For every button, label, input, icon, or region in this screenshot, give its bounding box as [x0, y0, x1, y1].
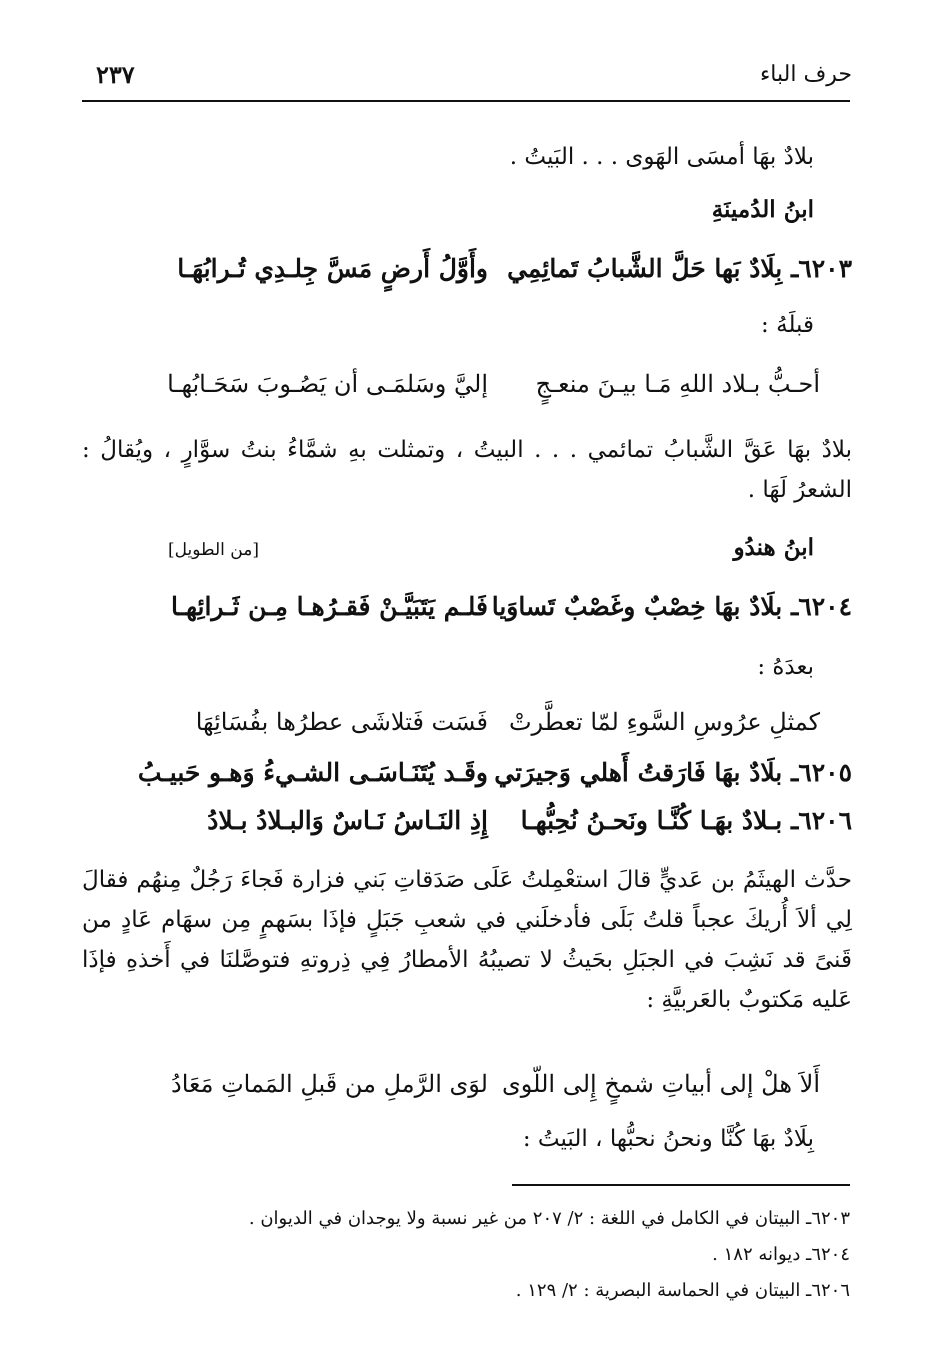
- poet-heading: ابنُ الدُمينَةِ: [711, 196, 814, 223]
- verse-hemistich-first: ٦٢٠٥ـ بلَادٌ بهَا فَارَقتُ أَهلي وَجيرَتي: [494, 758, 852, 787]
- header-rule: [82, 100, 850, 102]
- verse-number: ٦٢٠٦ـ: [790, 806, 852, 835]
- verse-hemistich-second: فَلـم يَتَبَيَّـنْ فَقـرُهـا مِـن ثَـرائِهـا: [171, 592, 488, 621]
- footnote-rule: [512, 1184, 850, 1186]
- quote-line: بلادٌ بهَا أمسَى الهَوى . . . البَيتُ .: [509, 144, 814, 170]
- verse-hemistich-second: إِذِ النَـاسُ نَـاسٌ وَالبـلادُ بـلادُ: [207, 806, 488, 835]
- verse-hemistich-first: أحـبُّ بـلاد اللهِ مَـا بيـنَ منعـجٍ: [535, 370, 820, 398]
- verse-hemistich-second: وقَـد يُتَنَـاسَـى الشـيءُ وَهـو حَبيـبُ: [137, 758, 488, 787]
- page-number: ٢٣٧: [96, 60, 135, 89]
- paragraph: بلادٌ بهَا عَقَّ الشَّبابُ تمائمي . . . البيتُ ، وتمثلت بهِ شمَّاءُ بنتُ سوَّارٍ ، ويُقالُ : الشعرُ لَهَا .: [82, 437, 852, 503]
- verse-hemistich-first: أَلاَ هلْ إلى أبياتِ شمخٍ إِلى اللّوى: [501, 1070, 820, 1098]
- footnote: ٦٢٠٣ـ البيتان في الكامل في اللغة : ٢/ ٢٠٧ من غير نسبة ولا يوجدان في الديوان .: [248, 1208, 850, 1229]
- poet-heading: ابنُ هندُو: [733, 534, 814, 561]
- verse-hemistich-second: إليَّ وسَلمَـى أن يَصُـوبَ سَحَـابُهـا: [167, 370, 488, 398]
- verse-hemistich-second: وأَوَّلُ أَرضٍ مَسَّ جِلـدِي تُـرابُهَـا: [177, 254, 488, 283]
- running-title: حرف الباء: [759, 62, 852, 87]
- footnote: ٦٢٠٤ـ ديوانه ١٨٢ .: [712, 1244, 850, 1265]
- meter-label: [من الطويل]: [168, 540, 259, 560]
- verse-hemistich-first: ٦٢٠٣ـ بِلَادٌ بَها حَلَّ الشَّبابُ تَمائِمِي: [507, 254, 852, 283]
- closing-line: بِلَادٌ بهَا كُنَّا ونحنُ نحبُّها ، البَيتُ :: [522, 1126, 814, 1152]
- verse-hemistich-second: لوَى الرَّملِ من قَبلِ المَماتِ مَعَادُ: [171, 1070, 488, 1098]
- paragraph: حدَّث الهيثَمُ بن عَديٍّ قالَ استعْمِلتُ عَلَى صَدَقاتِ بَني فزارة فَجاءَ رَجُلٌ مِنهُم فقالَ لِي ألاَ أُريكَ عجباً قلتُ بَلَى فأدخلَني في شعبِ جَبَلٍ فإذَا بسَهمٍ مِن سهَام عَادٍ من قَنىً قد نَشِبَ في الجبَلِ بحَيثُ لا تصيبُهُ الأمطارُ فِي ذِروتهِ فتوصَّلنَا في أَخذهِ فإذَا عَليه مَكتوبٌ بالعَربيَّةِ :: [82, 867, 852, 1013]
- verse-hemistich-first: ٦٢٠٦ـ بـلادٌ بهَـا كُنَّـا ونَحـنُ نُحِبُّهـا: [520, 806, 852, 835]
- before-label: قبلَهُ :: [761, 312, 814, 338]
- verse-hemistich-first: ٦٢٠٤ـ بلَادٌ بهَا خِصْبٌ وغَصْبٌ تَساوَيا: [491, 592, 852, 621]
- verse-hemistich-second: فَسَت فَتلاشَى عطرُها بفُسَائِهَا: [195, 708, 488, 736]
- footnote: ٦٢٠٦ـ البيتان في الحماسة البصرية : ٢/ ١٢٩ .: [515, 1280, 850, 1301]
- verse-number: ٦٢٠٤ـ: [790, 592, 852, 621]
- verse-number: ٦٢٠٣ـ: [790, 254, 852, 283]
- after-label: بعدَهُ :: [757, 654, 814, 680]
- verse-hemistich-first: كمثلِ عرُوسِ السَّوءِ لمّا تعطَّرتْ: [508, 708, 820, 736]
- verse-number: ٦٢٠٥ـ: [790, 758, 852, 787]
